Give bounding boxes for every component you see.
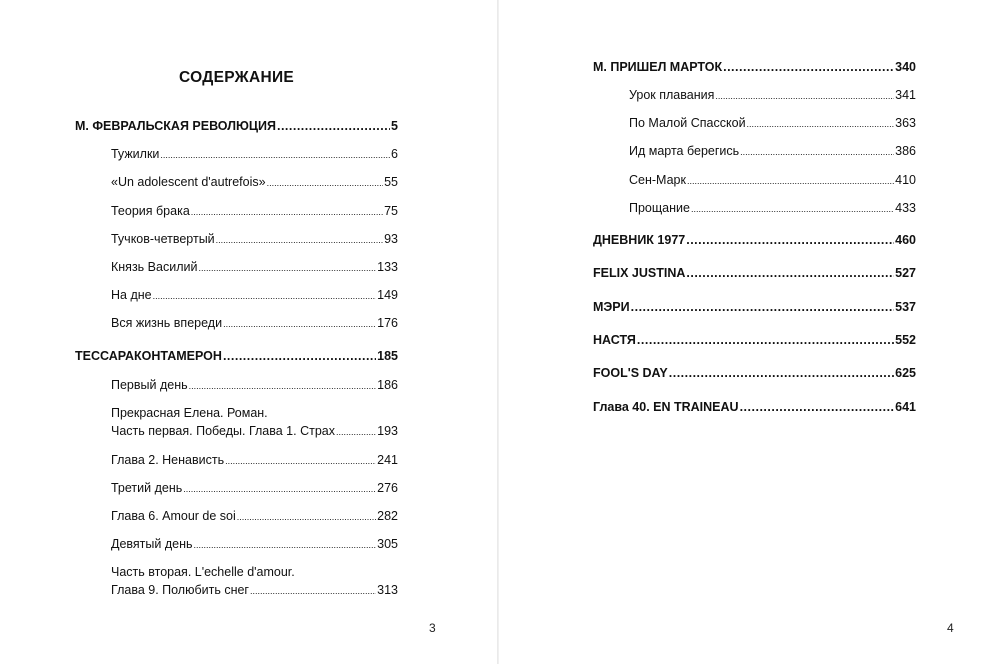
toc-section-title: ДНЕВНИК 1977 (593, 233, 686, 247)
toc-entry[interactable] (111, 581, 398, 600)
toc-section-title: FELIX JUSTINA (593, 266, 686, 280)
toc-title: СОДЕРЖАНИЕ (178, 69, 295, 86)
leader-dots (691, 199, 894, 218)
toc-section[interactable] (593, 331, 916, 349)
toc-entry-page: 341 (895, 88, 916, 102)
leader-dots (686, 264, 894, 282)
toc-section-page: 340 (895, 60, 916, 74)
leader-dots (216, 230, 383, 249)
toc-section[interactable] (593, 398, 916, 416)
toc-entry-page: 363 (895, 116, 916, 130)
toc-entry-title: «Un adolescent d'autrefois» (111, 175, 266, 189)
toc-entry-page: 149 (377, 288, 398, 302)
toc-section-title: ТЕССАРАКОНТАМЕРОН (75, 349, 222, 363)
toc-entry[interactable] (111, 173, 398, 192)
toc-entry[interactable] (111, 230, 398, 249)
page-number-left: 3 (429, 621, 436, 635)
leader-dots (189, 376, 377, 395)
toc-entry-title: По Малой Спасской (629, 116, 746, 130)
toc-entry[interactable] (111, 258, 398, 277)
toc-section-title: М. ФЕВРАЛЬСКАЯ РЕВОЛЮЦИЯ (75, 119, 276, 133)
toc-section[interactable] (593, 231, 916, 249)
toc-section[interactable] (75, 117, 398, 135)
toc-section-page: 460 (895, 233, 916, 247)
toc-entry-title: Третий день (111, 481, 183, 495)
leader-dots (740, 142, 894, 161)
toc-entry[interactable] (111, 507, 398, 526)
toc-entry[interactable] (629, 86, 916, 105)
toc-section[interactable] (593, 58, 916, 76)
leader-dots (223, 347, 376, 365)
toc-entry-page: 186 (377, 378, 398, 392)
toc-entry-page: 313 (377, 583, 398, 597)
toc-entry[interactable] (111, 202, 398, 221)
toc-entry-page: 93 (384, 232, 398, 246)
toc-entry-title: Первый день (111, 378, 188, 392)
toc-entry-page: 241 (377, 453, 398, 467)
toc-entry-title: Вся жизнь впереди (111, 316, 223, 330)
leader-dots (191, 202, 383, 221)
leader-dots (740, 398, 895, 416)
toc-section-page: 537 (895, 300, 916, 314)
toc-entry[interactable] (629, 142, 916, 161)
toc-entry-page: 193 (377, 424, 398, 438)
toc-entry-page: 276 (377, 481, 398, 495)
toc-entry-page: 305 (377, 537, 398, 551)
toc-entry-preline: Часть вторая. L'echelle d'amour. (111, 565, 295, 579)
leader-dots (225, 451, 376, 470)
toc-entry[interactable] (111, 535, 398, 554)
leader-dots (336, 422, 376, 441)
leader-dots (153, 286, 377, 305)
leader-dots (686, 231, 894, 249)
toc-section-title: М. ПРИШЕЛ МАРТОК (593, 60, 723, 74)
toc-entry[interactable] (111, 376, 398, 395)
toc-entry[interactable] (111, 422, 398, 441)
toc-section-title: Глава 40. EN TRAINEAU (593, 400, 739, 414)
toc-section-title: МЭРИ (593, 300, 630, 314)
toc-entry[interactable] (111, 314, 398, 333)
toc-entry-title: Часть первая. Победы. Глава 1. Страх (111, 424, 335, 438)
toc-entry-title: Глава 6. Amour de soi (111, 509, 236, 523)
leader-dots (223, 314, 376, 333)
toc-entry-title: Девятый день (111, 537, 193, 551)
toc-entry-title: Глава 2. Ненависть (111, 453, 225, 467)
toc-entry[interactable] (629, 199, 916, 218)
leader-dots (250, 581, 376, 600)
leader-dots (277, 117, 390, 135)
toc-entry[interactable] (111, 145, 398, 164)
toc-section-title: FOOL'S DAY (593, 366, 668, 380)
toc-entry-page: 386 (895, 144, 916, 158)
toc-section[interactable] (593, 264, 916, 282)
toc-section-page: 625 (895, 366, 916, 380)
toc-entry[interactable] (111, 479, 398, 498)
toc-entry-title: Глава 9. Полюбить снег (111, 583, 249, 597)
toc-entry-page: 6 (391, 147, 398, 161)
toc-entry-title: Сен-Марк (629, 173, 686, 187)
toc-entry[interactable] (629, 171, 916, 190)
toc-entry-title: Ид марта берегись (629, 144, 740, 158)
toc-section-page: 641 (895, 400, 916, 414)
leader-dots (267, 173, 384, 192)
toc-entry-title: Теория брака (111, 204, 190, 218)
toc-section-page: 185 (377, 349, 398, 363)
toc-section-page: 527 (895, 266, 916, 280)
toc-entry-page: 133 (377, 260, 398, 274)
toc-entry-page: 75 (384, 204, 398, 218)
leader-dots (631, 298, 895, 316)
leader-dots (160, 145, 390, 164)
toc-entry-page: 282 (377, 509, 398, 523)
toc-entry-title: Прощание (629, 201, 690, 215)
toc-entry-title: Тужилки (111, 147, 160, 161)
leader-dots (747, 114, 895, 133)
toc-entry-title: Князь Василий (111, 260, 198, 274)
leader-dots (687, 171, 894, 190)
toc-entry[interactable] (111, 286, 398, 305)
leader-dots (194, 535, 377, 554)
leader-dots (237, 507, 376, 526)
page-number-right: 4 (947, 621, 954, 635)
leader-dots (715, 86, 894, 105)
toc-entry[interactable] (111, 451, 398, 470)
toc-entry-title: Тучков-четвертый (111, 232, 215, 246)
toc-section[interactable] (593, 364, 916, 382)
leader-dots (723, 58, 894, 76)
leader-dots (669, 364, 894, 382)
toc-entry-preline: Прекрасная Елена. Роман. (111, 406, 268, 420)
toc-entry[interactable] (629, 114, 916, 133)
toc-entry-page: 176 (377, 316, 398, 330)
toc-entry-title: Урок плавания (629, 88, 715, 102)
toc-section-page: 552 (895, 333, 916, 347)
toc-entry-page: 410 (895, 173, 916, 187)
leader-dots (198, 258, 376, 277)
leader-dots (183, 479, 376, 498)
toc-section[interactable] (593, 298, 916, 316)
leader-dots (637, 331, 894, 349)
toc-section[interactable] (75, 347, 398, 365)
toc-section-title: НАСТЯ (593, 333, 636, 347)
toc-entry-title: На дне (111, 288, 152, 302)
toc-section-page: 5 (391, 119, 398, 133)
toc-entry-page: 433 (895, 201, 916, 215)
toc-entry-page: 55 (384, 175, 398, 189)
